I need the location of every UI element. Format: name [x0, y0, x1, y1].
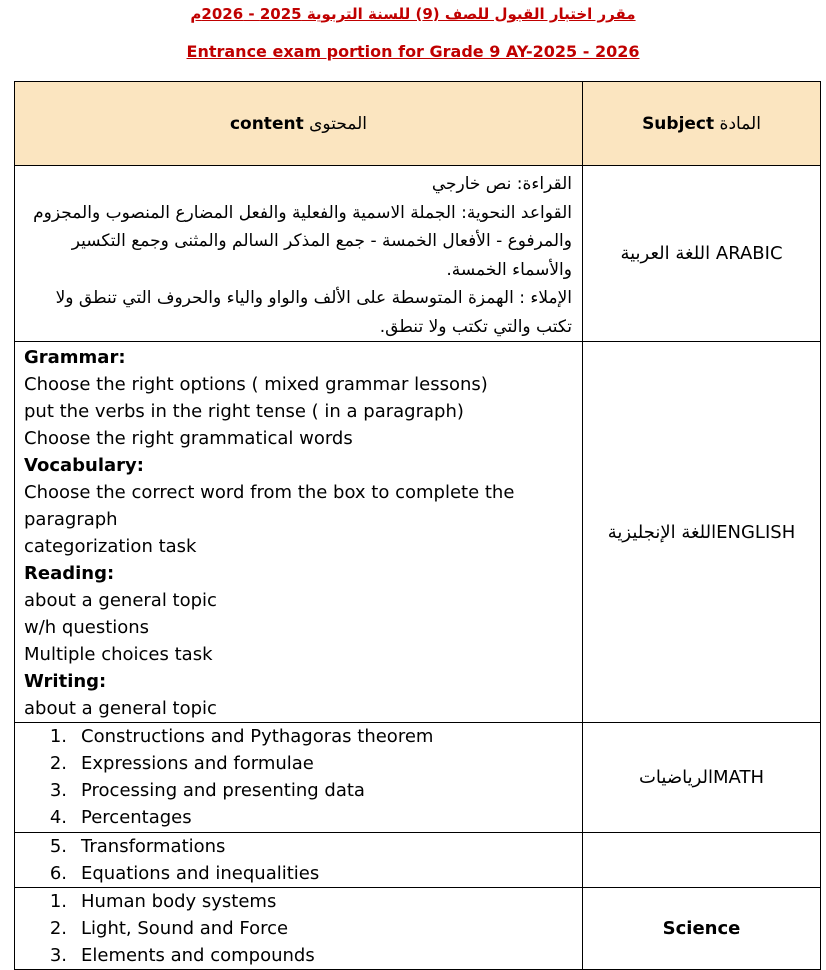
list-item: about a general topic [24, 590, 217, 611]
arabic-row [15, 166, 821, 342]
english-subject: اللغة الإنجليزيةENGLISH [583, 342, 821, 723]
list-item: 3. Elements and compounds [49, 945, 315, 966]
math-continued-row [15, 833, 821, 888]
list-item: 1. Human body systems [49, 891, 277, 912]
empty-subject-cell [583, 833, 821, 888]
arabic-subject: اللغة العربية ARABIC [583, 166, 821, 342]
writing-heading: Writing: [24, 671, 107, 692]
science-row [15, 888, 821, 970]
subject-header-ar: المادة [719, 113, 761, 134]
title-english: Entrance exam portion for Grade 9 AY-2025 - 2026 [186, 42, 640, 61]
list-item: 2. Expressions and formulae [49, 753, 314, 774]
content-header-ar: المحتوى [309, 113, 368, 134]
english-row [15, 342, 821, 723]
grammar-heading: Grammar: [24, 347, 126, 368]
list-item: Choose the correct word from the box to complete the paragraph [24, 482, 515, 530]
math-content [15, 723, 583, 833]
arabic-line: القراءة: نص خارجي [431, 174, 572, 194]
list-item: 1. Constructions and Pythagoras theorem [49, 726, 434, 747]
list-item: 6. Equations and inequalities [49, 863, 320, 884]
math-row [15, 723, 821, 833]
list-item: 4. Percentages [49, 807, 192, 828]
arabic-line: القواعد النحوية: الجملة الاسمية والفعلية والفعل المضارع المنصوب والمجزوم والمرفوع - الأفعال الخمسة - جمع المذكر السالم والمثنى وجمع التكسير والأسماء الخمسة. [33, 202, 572, 280]
list-item: Multiple choices task [24, 644, 213, 665]
subject-header [583, 82, 821, 166]
arabic-content [15, 166, 583, 342]
list-item: put the verbs in the right tense ( in a paragraph) [24, 401, 464, 422]
content-header [15, 82, 583, 166]
arabic-line: الإملاء : الهمزة المتوسطة على الألف والواو والياء والحروف التي تنطق ولا تكتب والتي تكتب ولا تنطق. [55, 288, 572, 337]
list-item: w/h questions [24, 617, 150, 638]
science-content [15, 888, 583, 970]
exam-portion-table [14, 81, 821, 970]
list-item: 3. Processing and presenting data [49, 780, 365, 801]
title-arabic: مقرر اختبار القبول للصف (9) للسنة التربوية 2025 - 2026م [190, 5, 636, 23]
list-item: Choose the right grammatical words [24, 428, 353, 449]
list-item: 5. Transformations [49, 836, 226, 857]
science-subject: Science [583, 888, 821, 970]
subject-header-en: Subject [642, 113, 715, 134]
list-item: Choose the right options ( mixed grammar lessons) [24, 374, 488, 395]
vocabulary-heading: Vocabulary: [24, 455, 144, 476]
list-item: 2. Light, Sound and Force [49, 918, 289, 939]
english-content [15, 342, 583, 723]
list-item: categorization task [24, 536, 197, 557]
table-header-row [15, 82, 821, 166]
math-subject: الرياضياتMATH [583, 723, 821, 833]
math-content-continued [15, 833, 583, 888]
list-item: about a general topic [24, 698, 217, 719]
reading-heading: Reading: [24, 563, 115, 584]
content-header-en: content [229, 113, 304, 134]
